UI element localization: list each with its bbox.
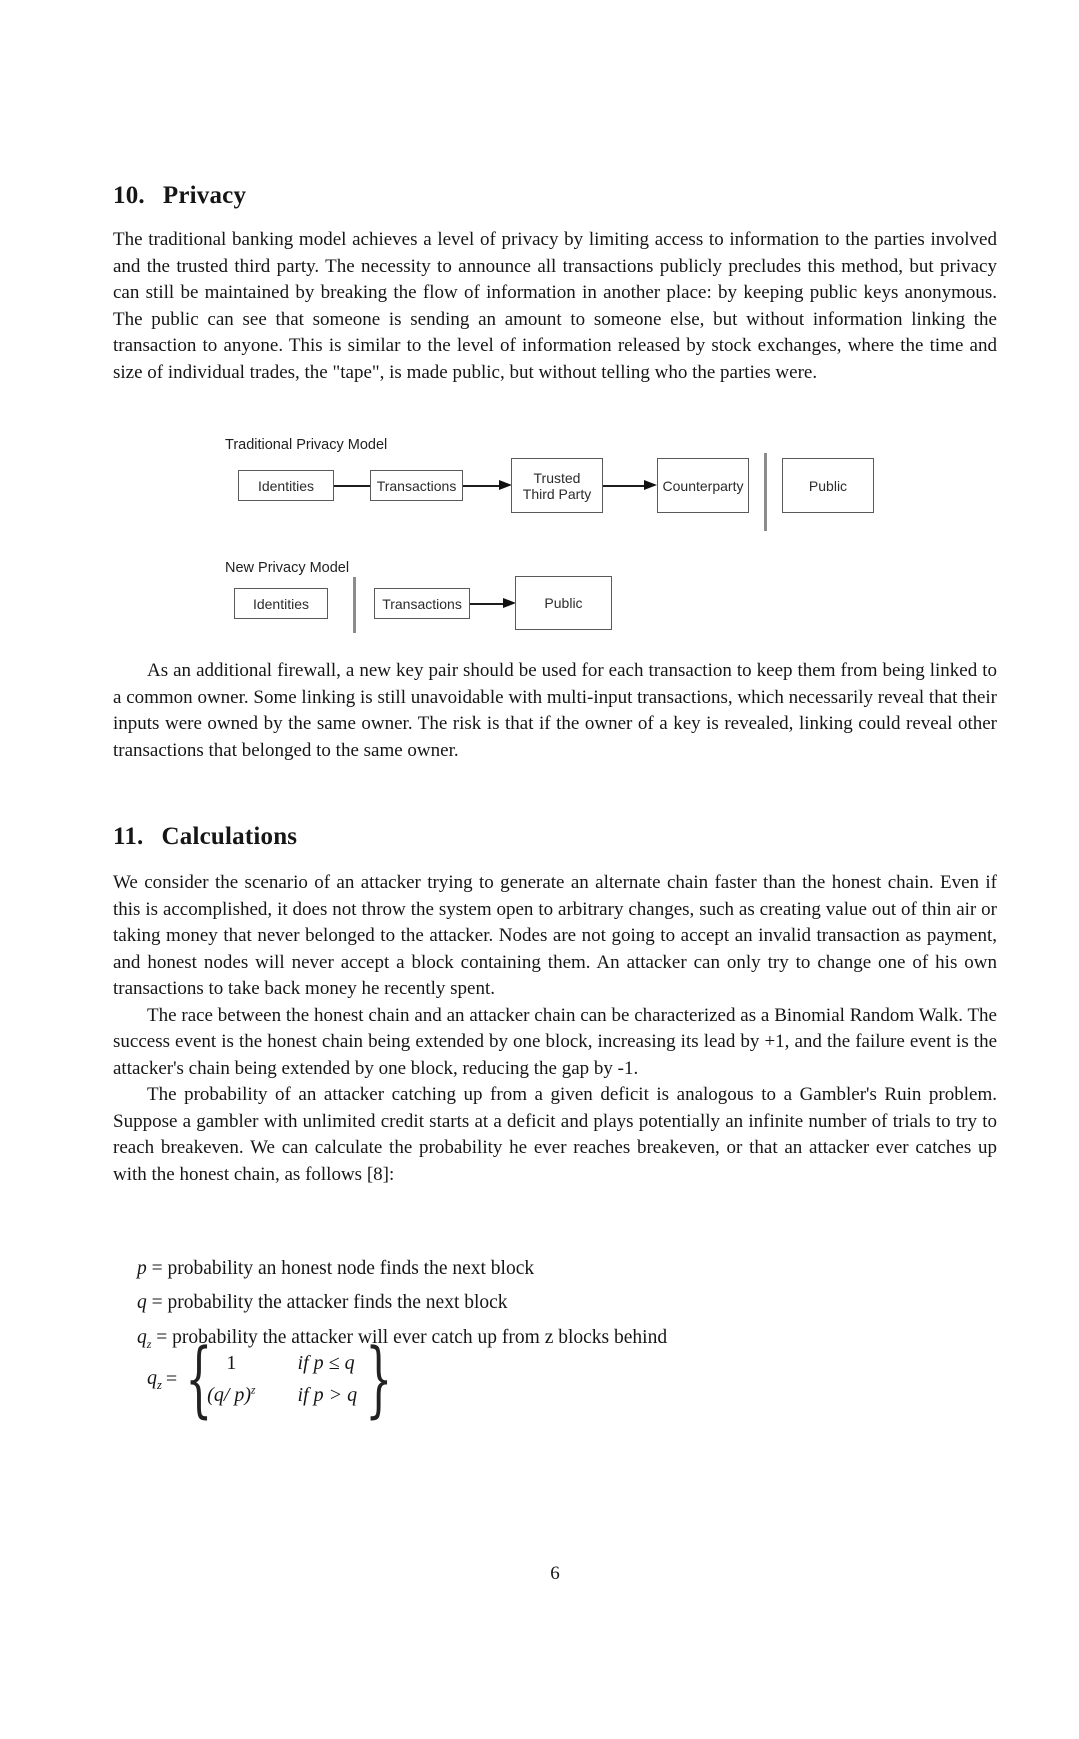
arrow-line: [470, 603, 505, 605]
arrow-right-icon: [644, 480, 657, 490]
connector-line: [334, 485, 370, 487]
calculations-paragraph-3: The probability of an attacker catching up from a given deficit is analogous to a Gambler's Ruin problem. Suppose a gambler with unlimited credit starts at a deficit and plays potentially an infinite number of trials to try to reach breakeven. We can calculate the probability he ever reaches breakeven, or that an attacker ever catches up with the honest chain, as follows [8]:: [113, 1084, 997, 1185]
formula-qz: $q_z$ = { 1 if p ≤ q (q/ p)$^z$ if p > q }: [147, 1331, 393, 1427]
case-2-value: (q/ p)$^z$: [207, 1384, 256, 1406]
case-1-value: 1: [226, 1352, 237, 1374]
page-number: 6: [550, 1563, 560, 1584]
box-trusted-third-party: Trusted Third Party: [511, 458, 603, 513]
section-11-number: 11.: [113, 823, 144, 850]
definition-row-p: p = probability an honest node finds the next block: [137, 1258, 535, 1279]
privacy-models-diagram: [113, 436, 997, 658]
section-10-title: Privacy: [162, 182, 247, 209]
definition-row-q: q = probability the attacker finds the next block: [137, 1292, 508, 1314]
new-model-label: New Privacy Model: [225, 560, 350, 576]
box-identities-traditional: Identities: [238, 470, 334, 501]
variable-definitions: [137, 1255, 667, 1358]
calculations-paragraph-2: The race between the honest chain and an attacker chain can be characterized as a Binomial Random Walk. The success event is the honest chain being extended by one block, increasing its lead by +1, and the failure event is the attacker's chain being extended by one block, reducing the gap by -1.: [113, 1004, 997, 1079]
box-identities-new: Identities: [234, 588, 328, 619]
box-transactions-new: Transactions: [374, 588, 470, 619]
box-transactions-traditional: Transactions: [370, 470, 463, 501]
section-10-heading: [113, 182, 246, 210]
calculations-paragraph-1: We consider the scenario of an attacker trying to generate an alternate chain faster than the honest chain. Even if this is accomplished, it does not throw the system open to arbitrary changes, such as creating value out of thin air or taking money that never belonged to the attacker. Nodes are not going to accept an invalid transaction as payment, and honest nodes will never accept a block containing them. An attacker can only try to change one of his own transactions to take back money he recently spent.: [113, 872, 997, 999]
privacy-paragraph-2: As an additional firewall, a new key pair should be used for each transaction to keep them from being linked to a common owner. Some linking is still unavoidable with multi-input transactions, which necessarily reveal that their inputs were owned by the same owner. The risk is that if the owner of a key is revealed, linking could reveal other transactions that belonged to the same owner.: [113, 660, 997, 761]
formula-lhs: $q_z$: [147, 1366, 162, 1392]
box-public-traditional: Public: [782, 458, 874, 513]
section-11-title: Calculations: [161, 823, 298, 850]
privacy-paragraph-1: The traditional banking model achieves a level of privacy by limiting access to information to the parties involved and the trusted third party. The necessity to announce all transactions publicly precludes this method, but privacy can still be maintained by breaking the flow of information in another place: by keeping public keys anonymous. The public can see that someone is sending an amount to someone else, but without information linking the transaction to anyone. This is similar to the level of information released by stock exchanges, where the time and size of individual trades, the "tape", is made public, but without telling who the parties were.: [113, 229, 997, 383]
separator-line: [764, 453, 767, 531]
box-public-new: Public: [515, 576, 612, 630]
case-2-condition: if p > q: [297, 1384, 358, 1406]
arrow-line: [463, 485, 500, 487]
definition-row-qz: $q_z$ = probability the attacker will ever catch up from z blocks behind: [137, 1326, 668, 1351]
traditional-model-label: Traditional Privacy Model: [225, 437, 388, 453]
formula-equals: =: [165, 1368, 178, 1390]
arrow-line: [603, 485, 646, 487]
formula-cases: [207, 1352, 357, 1407]
separator-line: [353, 577, 356, 633]
section-10-number: 10.: [113, 182, 145, 209]
case-1-condition: if p ≤ q: [297, 1352, 355, 1374]
section-11-heading: [113, 823, 297, 851]
calculations-body: [113, 870, 997, 1188]
box-counterparty: Counterparty: [657, 458, 749, 513]
